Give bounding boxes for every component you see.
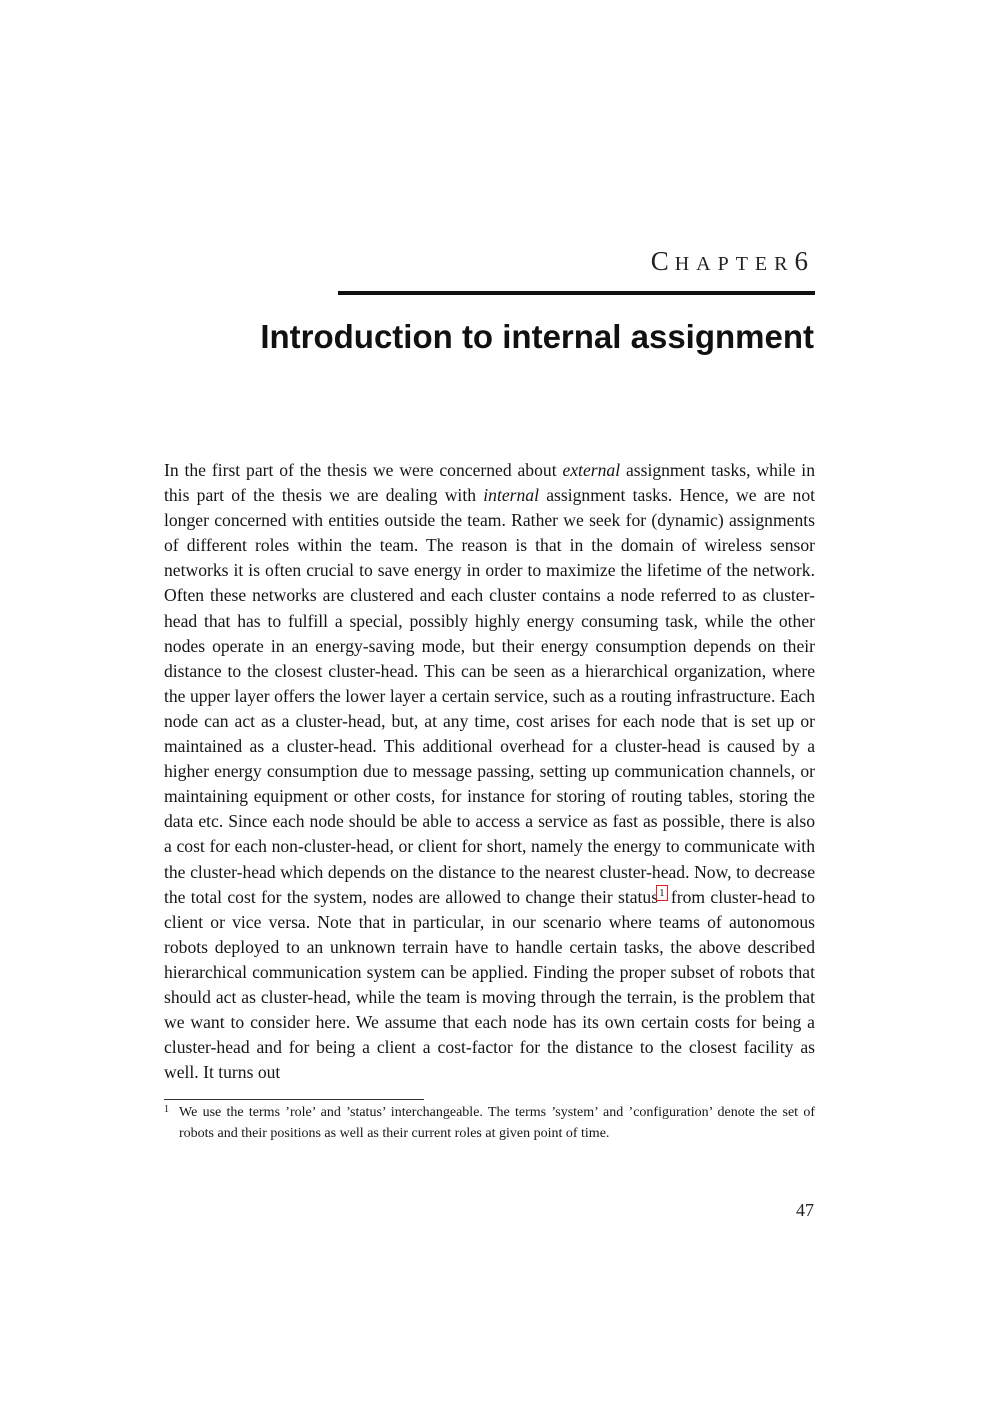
footnote xyxy=(164,1102,815,1144)
chapter-label-word: HAPTER xyxy=(674,253,795,275)
footnote-text: We use the terms ’role’ and ’status’ interchangeable. The terms ’system’ and ’configuration’ denote the set of robots and their positions as well as their current roles at given point of time. xyxy=(179,1105,815,1141)
body-text-part-1: In the first part of the thesis we were concerned about xyxy=(164,460,563,480)
body-text-part-4: from cluster-head to client or vice versa. Note that in particular, in our scenario where teams of autonomous robots deployed to an unknown terrain have to handle certain tasks, the above described hierarchical communication system can be applied. Finding the proper subset of robots that should act as cluster-head, while the team is moving through the terrain, is the problem that we want to consider here. We assume that each node has its own certain costs for being a cluster-head and for being a client a cost-factor for the distance to the closest facility as well. It turns out xyxy=(164,886,815,1083)
chapter-label xyxy=(651,246,814,277)
footnote-number: 1 xyxy=(164,1104,169,1115)
emphasis-external: external xyxy=(562,460,621,480)
chapter-title: Introduction to internal assignment xyxy=(260,318,814,355)
chapter-label-initial: C xyxy=(650,246,675,276)
page-number: 47 xyxy=(796,1200,814,1220)
body-paragraph xyxy=(164,458,815,1085)
chapter-rule xyxy=(338,291,815,295)
footnote-rule xyxy=(164,1099,424,1100)
body-text-part-3: assignment tasks. Hence, we are not longer concerned with entities outside the team. Rather we seek for (dynamic) assignments of different roles within the team. The reason is that in the domain of wireless sensor networks it is often crucial to save energy in order to maximize the lifetime of the network. Often these networks are clustered and each cluster contains a node referred to as cluster-head that has to fulfill a special, possibly highly energy consuming task, while the other nodes operate in an energy-saving mode, but their energy consumption depends on their distance to the closest cluster-head. This can be seen as a hierarchical organization, where the upper layer offers the lower layer a certain service, such as a routing infrastructure. Each node can act as a cluster-head, but, at any time, cost arises for each node that is set up or maintained as a cluster-head. This additional overhead for a cluster-head is caused by a higher energy consumption due to message passing, setting up communication channels, or maintaining equipment or other costs, for instance for storing of routing tables, storing the data etc. Since each node should be able to access a service as fast as possible, there is also a cost for each non-cluster-head, or client for short, namely the energy to communicate with the cluster-head which depends on the distance to the nearest cluster-head. Now, to decrease the total cost for the system, nodes are allowed to change their status xyxy=(164,485,816,907)
body-text-part-2: assignment tasks, while in this part of the thesis we are dealing with xyxy=(164,460,815,506)
footnote-reference-link[interactable]: 1 xyxy=(659,886,665,899)
emphasis-internal: internal xyxy=(483,485,539,506)
chapter-number: 6 xyxy=(794,246,814,276)
